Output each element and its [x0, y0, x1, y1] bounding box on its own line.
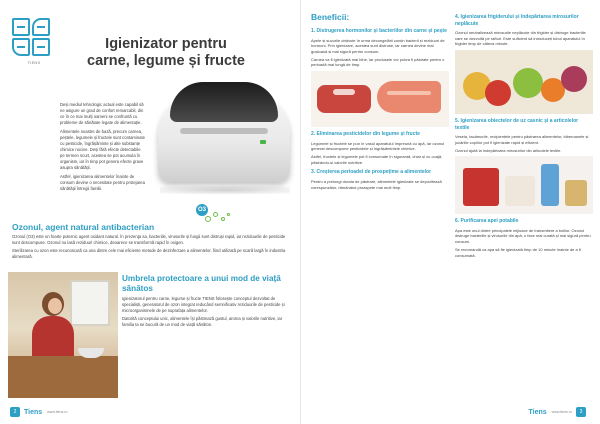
benefit-title: 2. Eliminarea pesticidelor din legume și fructe — [311, 131, 420, 138]
bubbles-icon — [205, 212, 235, 224]
seal-icon — [12, 18, 52, 58]
ozone-badge: O3 — [196, 204, 208, 216]
page-number: 2 — [10, 407, 20, 417]
benefit-text: Vesela, tacâmurile, recipientele pentru păstrarea alimentelor, biberoanele și jucăriile copiilor pot fi igienizate rapid și eficient. — [455, 134, 589, 145]
device-stripe — [180, 128, 268, 134]
device-shadow — [160, 186, 290, 194]
benefit-text: Se recomandă ca apa să fie igienizată timp de 10 minute înainte de a fi consumată. — [455, 246, 581, 258]
ozone-section-title: Ozonul, agent natural antibacterian — [12, 222, 155, 232]
kitchenware-photo — [455, 156, 593, 214]
meat-fish-photo — [311, 71, 449, 127]
fruit-photo — [455, 50, 593, 114]
benefit-text: Ozonul ajută la îndepărtarea mirosurilor din articolele textile. — [455, 147, 562, 153]
benefit-text: Legumele și fructele se pun în vasul aparatului împreună cu apă, iar ozonul generat descompune pesticidele și îngrășămintele chimice. — [311, 140, 445, 152]
product-image — [150, 76, 300, 216]
kitchen-photo — [8, 272, 118, 398]
benefit-text: Astfel, fructele și legumele pot fi consumate în siguranță, chiar și cu coajă, păstrându-și valorile nutritive. — [311, 153, 443, 165]
benefit-title: 4. Igienizarea frigiderului și îndepărtarea mirosurilor neplăcute — [455, 14, 579, 27]
benefits-column-left — [311, 24, 449, 192]
umbrella-section-text — [122, 296, 292, 330]
intro-paragraph: Alimentele noastre de bază, precum carnea, peștele, legumele și fructele sunt contaminate cu pesticide, îngrășăminte și alte substanțe chimice nocive. Deși fără efecte detectabile pe termen scurt, acestea se pot acumula în organism, iar în timp pot genera efecte grave asupra sănătății. — [60, 129, 145, 170]
right-page — [300, 0, 600, 424]
ozone-paragraph: Sterilizarea cu ozon este recunoscută ca una dintre cele mai eficiente metode de dezinfectare a alimentelor, fiind utilizată pe scară largă în industria alimentară. — [12, 248, 286, 259]
benefits-column-right — [455, 10, 593, 260]
benefit-text: Pentru a prelungi durata de păstrare, alimentele igienizate se depozitează corespunzător, rămânând proaspete mai mult timp. — [311, 178, 442, 190]
benefit-text: Apa este unul dintre principalele mijloace de transmitere a bolilor. Ozonul distruge bacteriile și virusurile din apă, o face mai curată și mai sigură pentru consum. — [455, 227, 591, 245]
indicator-light-icon — [260, 140, 266, 144]
footer — [10, 406, 68, 418]
intro-paragraph: Deși mediul tehnologic actual este capabil să ne asigure un grad de confort remarcabil, din ce în ce mai mulți oameni se confruntă cu probleme de sănătate legate de alimentație. — [60, 102, 144, 125]
footer-url[interactable]: www.tiens.ro — [47, 410, 68, 414]
page-number: 3 — [576, 407, 586, 417]
benefit-title: 3. Creșterea perioadei de prospețime a alimentelor — [311, 169, 432, 176]
footer-brand: Tiens — [24, 408, 43, 416]
intro-text — [60, 102, 146, 195]
page-title: Igienizator pentru carne, legume și fructe — [87, 36, 245, 69]
footer-brand: Tiens — [528, 408, 547, 416]
benefit-text: Apele și sucurile obținute în urma decongelării conțin bacterii și reziduuri de hormoni. Prin igienizare, acestea sunt distruse, iar carnea devine mai gustoasă și mai sigură pentru consum. — [311, 37, 445, 54]
intro-paragraph: Astfel, igienizarea alimentelor înainte de consum devine o necesitate pentru protejarea sănătății întregii familii. — [60, 174, 145, 191]
benefit-title: 6. Purificarea apei potabile — [455, 218, 519, 225]
benefit-title: 1. Distrugerea hormonilor și bacteriilor din carne și pește — [311, 28, 447, 34]
brand-logo — [12, 18, 56, 65]
umbrella-paragraph: Igienizatorul pentru carne, legume și fructe TIENS folosește conceptul dezvoltat de specialiști, generatorul de ozon integrat reducând semnificativ reziduurile de pesticide și microorganismele de pe suprafața alimentelor. — [122, 296, 285, 313]
benefits-heading: Beneficii: — [311, 12, 350, 22]
device-lid — [170, 82, 278, 122]
logo-caption: TIENS — [27, 60, 41, 65]
ozone-paragraph: Ozonul (O3) este un foarte puternic agent oxidant natural. În prezenţa sa, bacteriile, virusurile și fungii sunt distruși rapid, iar reziduurile de pesticide sunt descompuse. Ozonul nu lasă reziduuri chimice, deoarece se transformă rapid în oxigen. — [12, 234, 286, 245]
ozone-section-text — [12, 234, 288, 262]
benefit-title: 5. Igienizarea obiectelor de uz casnic și a articolelor textile — [455, 118, 579, 131]
umbrella-paragraph: Datorită conceptului unic, alimentele își păstrează gustul, aroma și valorile nutritive, iar familia ta se bucură de un mod de viață sănătos. — [122, 316, 283, 327]
footer-url[interactable]: www.tiens.ro — [551, 410, 572, 414]
benefit-text: Ozonul neutralizează mirosurile neplăcute din frigider și distruge bacteriile care se dezvoltă pe rafturi. Este suficient să introduceți tubul aparatului în frigider timp de câteva minute. — [455, 30, 586, 47]
umbrella-section-title: Umbrela protectoare a unui mod de viață sănătos — [122, 274, 281, 293]
benefit-text: Carnea va fi igienizată mai bine, iar produsele vor putea fi păstrate pentru o perioadă mai lungă de timp. — [311, 56, 445, 68]
footer — [528, 406, 590, 418]
